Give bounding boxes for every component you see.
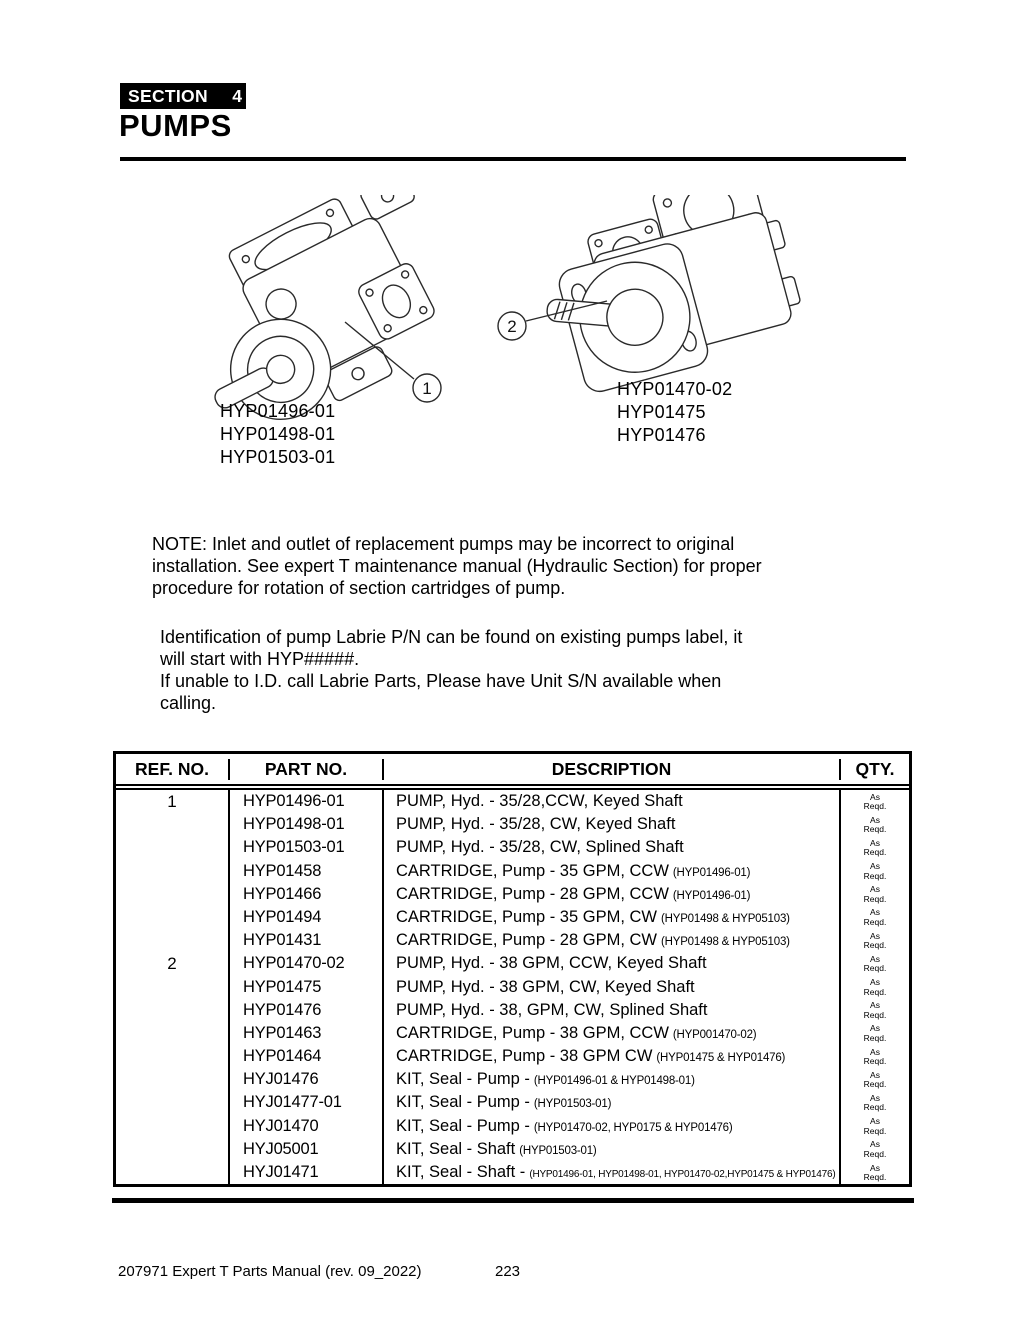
table-row xyxy=(116,813,909,836)
note-line: installation. See expert T maintenance manual (Hydraulic Section) for proper xyxy=(152,556,762,576)
description-note: (HYP01498 & HYP05103) xyxy=(661,912,790,925)
ref-no-cell xyxy=(116,976,228,999)
ref-no-cell xyxy=(116,1161,228,1184)
description-text: PUMP, Hyd. - 38, GPM, CW, Splined Shaft xyxy=(396,1000,708,1019)
qty-text: As Reqd. xyxy=(863,907,887,927)
description-text: PUMP, Hyd. - 35/28, CW, Splined Shaft xyxy=(396,838,684,857)
description-cell xyxy=(382,1161,839,1184)
description-cell xyxy=(382,1068,839,1091)
table-row xyxy=(116,1138,909,1161)
part-no-cell: HYP01503-01 xyxy=(228,836,382,859)
note-paragraph xyxy=(152,533,762,599)
description-note: (HYP01503-01) xyxy=(533,1098,612,1111)
ref-no-cell xyxy=(116,906,228,929)
part-number-label: HYP01470-02 xyxy=(617,379,733,399)
part-number-label: HYP01496-01 xyxy=(220,401,336,421)
header-description: DESCRIPTION xyxy=(382,759,839,780)
ref-no-cell xyxy=(116,929,228,952)
description-text: PUMP, Hyd. - 35/28,CCW, Keyed Shaft xyxy=(396,792,683,810)
ref-no-cell xyxy=(116,883,228,906)
qty-text: As Reqd. xyxy=(863,837,887,858)
pump2-drawing xyxy=(522,195,810,400)
table-row xyxy=(116,860,909,883)
qty-cell xyxy=(839,883,909,906)
table-row xyxy=(116,1161,909,1184)
table-row xyxy=(116,883,909,906)
description-text: KIT, Seal - Shaft - xyxy=(396,1163,526,1181)
ref-no-cell xyxy=(116,1091,228,1114)
table-row xyxy=(116,1022,909,1045)
description-cell xyxy=(382,999,839,1022)
identification-paragraph xyxy=(160,626,742,714)
table-row xyxy=(116,952,909,975)
table-row xyxy=(116,906,909,929)
part-number-label: HYP01503-01 xyxy=(220,447,336,467)
qty-text: As Reqd. xyxy=(863,1069,887,1090)
ref-no-cell xyxy=(116,1138,228,1161)
qty-cell xyxy=(839,999,909,1022)
description-note: (HYP01496-01 & HYP01498-01) xyxy=(533,1075,695,1088)
part-no-cell: HYP01498-01 xyxy=(228,813,382,836)
qty-cell xyxy=(839,929,909,952)
description-text: CARTRIDGE, Pump - 38 GPM CW xyxy=(396,1047,653,1066)
description-note: (HYP01496-01, HYP01498-01, HYP01470-02,HYP01475 & HYP01476) xyxy=(529,1169,836,1180)
qty-text: As Reqd. xyxy=(863,884,887,904)
description-text: CARTRIDGE, Pump - 28 GPM, CW xyxy=(396,931,657,950)
header-ref-no: REF. NO. xyxy=(135,758,209,779)
ref-no-cell xyxy=(116,1045,228,1068)
note-line: Identification of pump Labrie P/N can be found on existing pumps label, it xyxy=(160,627,743,647)
description-note: (HYP01470-02, HYP0175 & HYP01476) xyxy=(533,1121,733,1134)
description-cell xyxy=(382,1091,839,1114)
description-cell xyxy=(382,906,839,929)
part-no-cell: HYP01494 xyxy=(228,906,382,929)
table-row xyxy=(116,1091,909,1114)
description-cell xyxy=(382,1045,839,1068)
description-note: (HYP01496-01) xyxy=(672,889,751,902)
description-text: KIT, Seal - Pump - xyxy=(396,1093,530,1112)
pump1-part-labels xyxy=(220,400,335,469)
pump2-part-labels xyxy=(617,378,732,447)
description-text: PUMP, Hyd. - 38 GPM, CW, Keyed Shaft xyxy=(396,977,695,996)
ref-no-cell xyxy=(116,1115,228,1138)
description-note: (HYP01503-01) xyxy=(519,1144,597,1157)
description-cell xyxy=(382,813,839,836)
part-no-cell: HYJ01471 xyxy=(228,1161,382,1184)
note-line: procedure for rotation of section cartridges of pump. xyxy=(152,578,566,598)
description-text: CARTRIDGE, Pump - 28 GPM, CCW xyxy=(396,884,669,903)
note-line: NOTE: Inlet and outlet of replacement pumps may be incorrect to original xyxy=(152,534,735,554)
description-cell xyxy=(382,883,839,906)
qty-cell xyxy=(839,952,909,975)
qty-cell xyxy=(839,906,909,929)
note-line: calling. xyxy=(160,693,217,713)
qty-text: As Reqd. xyxy=(863,791,887,811)
table-row xyxy=(116,999,909,1022)
page-title: PUMPS xyxy=(119,108,232,143)
table-row xyxy=(116,1115,909,1138)
ref-no-cell xyxy=(116,836,228,859)
qty-cell xyxy=(839,1138,909,1161)
ref-no-cell xyxy=(116,1022,228,1045)
callout-2-number: 2 xyxy=(507,317,517,336)
ref-no-cell: 1 xyxy=(167,792,177,811)
qty-cell xyxy=(839,1068,909,1091)
description-cell xyxy=(382,929,839,952)
qty-cell xyxy=(839,860,909,883)
qty-text: As Reqd. xyxy=(863,1139,887,1159)
qty-text: As Reqd. xyxy=(863,1162,887,1182)
qty-text: As Reqd. xyxy=(863,861,887,881)
qty-cell xyxy=(839,1045,909,1068)
part-no-cell: HYP01476 xyxy=(228,999,382,1022)
table-row xyxy=(116,976,909,999)
part-number-label: HYP01498-01 xyxy=(220,424,336,444)
qty-text: As Reqd. xyxy=(863,930,887,951)
description-cell xyxy=(382,790,839,813)
ref-no-cell xyxy=(116,1068,228,1091)
part-no-cell: HYJ01470 xyxy=(228,1115,382,1138)
part-no-cell: HYP01470-02 xyxy=(228,952,382,975)
footer-page-number: 223 xyxy=(495,1263,521,1280)
description-cell xyxy=(382,1115,839,1138)
table-row xyxy=(116,790,909,813)
qty-cell xyxy=(839,790,909,813)
description-cell xyxy=(382,860,839,883)
description-text: PUMP, Hyd. - 38 GPM, CCW, Keyed Shaft xyxy=(396,954,707,973)
description-note: (HYP01496-01) xyxy=(672,866,751,879)
part-no-cell: HYP01458 xyxy=(228,860,382,883)
ref-no-cell xyxy=(116,999,228,1022)
part-no-cell: HYP01475 xyxy=(228,976,382,999)
description-cell xyxy=(382,1022,839,1045)
part-no-cell: HYP01431 xyxy=(228,929,382,952)
qty-cell xyxy=(839,813,909,836)
qty-cell xyxy=(839,1115,909,1138)
part-no-cell: HYP01496-01 xyxy=(228,790,382,813)
table-row xyxy=(116,1068,909,1091)
part-no-cell: HYP01464 xyxy=(228,1045,382,1068)
qty-text: As Reqd. xyxy=(863,1000,887,1020)
qty-text: As Reqd. xyxy=(863,814,887,835)
parts-table-header xyxy=(116,754,909,790)
header-part-no: PART NO. xyxy=(228,759,382,780)
description-cell xyxy=(382,952,839,975)
qty-cell xyxy=(839,1161,909,1184)
description-text: CARTRIDGE, Pump - 35 GPM, CW xyxy=(396,907,657,926)
description-text: KIT, Seal - Pump - xyxy=(396,1070,530,1089)
ref-no-cell xyxy=(116,813,228,836)
table-row xyxy=(116,1045,909,1068)
bottom-rule xyxy=(112,1198,914,1203)
qty-text: As Reqd. xyxy=(863,1023,887,1043)
callout-1-number: 1 xyxy=(422,379,432,398)
description-note: (HYP01475 & HYP01476) xyxy=(656,1052,786,1065)
description-cell xyxy=(382,1138,839,1161)
part-no-cell: HYP01466 xyxy=(228,883,382,906)
qty-cell xyxy=(839,1022,909,1045)
part-no-cell: HYJ01476 xyxy=(228,1068,382,1091)
parts-table xyxy=(113,751,912,1187)
description-text: CARTRIDGE, Pump - 35 GPM, CCW xyxy=(396,861,669,880)
section-badge: SECTION 4 xyxy=(120,83,246,109)
footer-manual-title: 207971 Expert T Parts Manual (rev. 09_2022) xyxy=(118,1263,422,1280)
description-cell xyxy=(382,836,839,859)
description-note: (HYP01498 & HYP05103) xyxy=(661,936,790,949)
qty-text: As Reqd. xyxy=(863,1092,887,1113)
part-no-cell: HYJ01477-01 xyxy=(228,1091,382,1114)
qty-cell xyxy=(839,976,909,999)
part-number-label: HYP01476 xyxy=(617,425,706,445)
qty-text: As Reqd. xyxy=(863,1046,887,1067)
qty-cell xyxy=(839,1091,909,1114)
part-no-cell: HYJ05001 xyxy=(228,1138,382,1161)
parts-table-body xyxy=(116,790,909,1184)
note-line: If unable to I.D. call Labrie Parts, Please have Unit S/N available when xyxy=(160,671,722,691)
part-number-label: HYP01475 xyxy=(617,402,706,422)
title-rule xyxy=(120,157,906,161)
description-text: KIT, Seal - Pump - xyxy=(396,1116,530,1135)
description-text: KIT, Seal - Shaft xyxy=(396,1139,516,1158)
description-cell xyxy=(382,976,839,999)
qty-text: As Reqd. xyxy=(863,1116,887,1136)
header-qty: QTY. xyxy=(839,759,909,780)
qty-cell xyxy=(839,836,909,859)
table-row xyxy=(116,929,909,952)
description-text: CARTRIDGE, Pump - 38 GPM, CCW xyxy=(396,1023,669,1042)
note-line: will start with HYP#####. xyxy=(160,649,360,669)
ref-no-cell: 2 xyxy=(167,954,177,974)
description-note: (HYP001470-02) xyxy=(672,1028,757,1041)
ref-no-cell xyxy=(116,860,228,883)
part-no-cell: HYP01463 xyxy=(228,1022,382,1045)
table-row xyxy=(116,836,909,859)
qty-text: As Reqd. xyxy=(863,977,887,997)
description-text: PUMP, Hyd. - 35/28, CW, Keyed Shaft xyxy=(396,815,676,834)
qty-text: As Reqd. xyxy=(863,953,887,974)
